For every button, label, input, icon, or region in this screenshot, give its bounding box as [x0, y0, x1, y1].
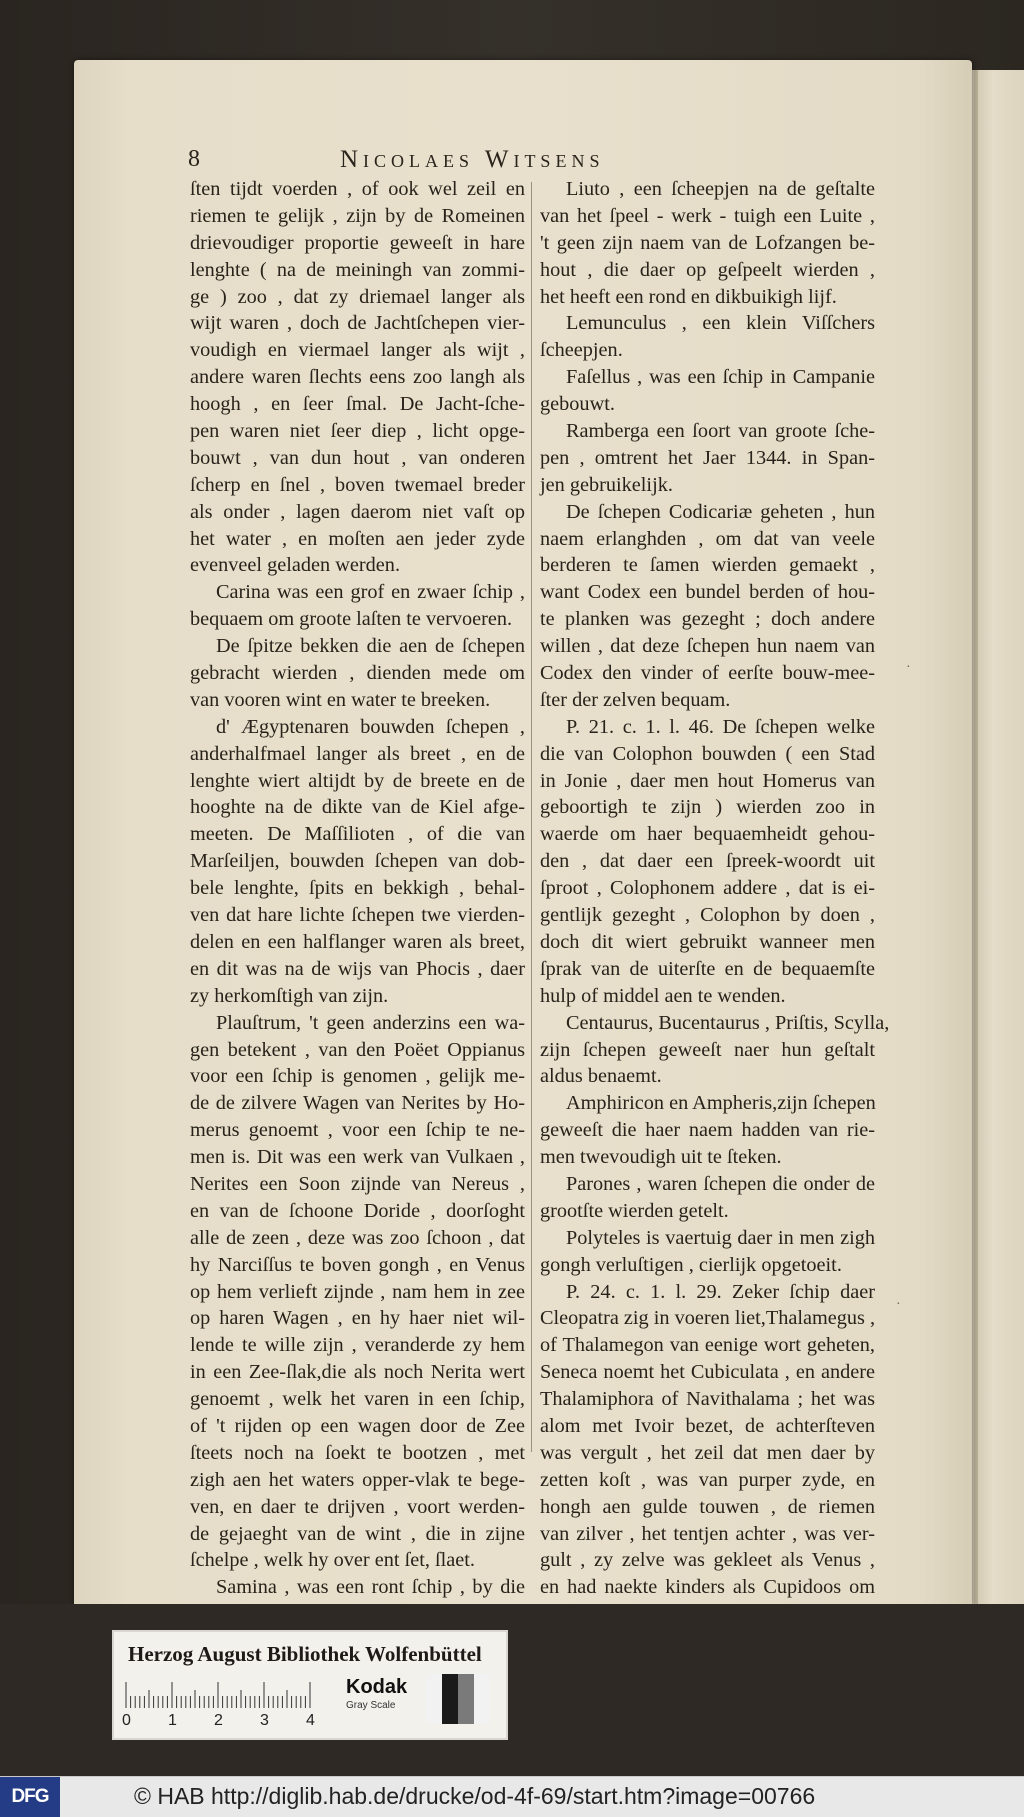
text-line: ſprak van de uiterſte en de bequaemſte — [540, 957, 875, 980]
text-line: Samina , was een ront ſchip , by die — [216, 1576, 525, 1599]
text-line: als onder , lagen daerom niet vaſt op — [190, 500, 525, 523]
text-line: hoogh , en ſeer ſmal. De Jacht-ſche- — [190, 393, 525, 416]
text-line: geboortigh te zijn ) wierden zoo in — [540, 796, 875, 819]
text-line: alom met Ivoir bezet, de achterſteven — [540, 1414, 875, 1437]
text-line: voudigh en viermael langer als wijt , — [190, 339, 525, 362]
text-line: men is. Dit was een werk van Vulkaen , — [190, 1146, 525, 1169]
text-line: of 't rijden op een wagen door de Zee — [190, 1414, 525, 1437]
text-line: ſteets noch na ſoekt te bootzen , met — [190, 1441, 525, 1464]
text-line: geweeſt die haer naem hadden van rie- — [540, 1119, 875, 1142]
text-line: wijt waren , doch de Jachtſchepen vier- — [190, 312, 525, 335]
text-line: willen , dat deze ſchepen hun naem van — [540, 635, 875, 658]
text-line: Carina was een grof en zwaer ſchip , — [216, 581, 525, 604]
text-line: die van Colophon bouwden ( een Stad — [540, 742, 875, 765]
text-line: evenveel geladen werden. — [190, 554, 401, 577]
gray-swatch — [458, 1674, 474, 1724]
text-line: pen , omtrent het Jaer 1344. in Span- — [540, 446, 875, 469]
text-line: P. 24. c. 1. l. 29. Zeker ſchip daer — [566, 1280, 875, 1303]
gray-swatch — [442, 1674, 458, 1724]
text-line: 't geen zijn naem van de Lofzangen be- — [540, 231, 875, 254]
text-line: naem erlanghden , om dat van veele — [540, 527, 875, 550]
text-line: waerde om haer bequaemheidt gehou- — [540, 823, 875, 846]
text-line: Nerites een Soon zijnde van Nereus , — [190, 1172, 525, 1195]
ruler-number: 3 — [260, 1712, 269, 1729]
text-line: voor een ſchip is genomen , gelijk me- — [190, 1065, 525, 1088]
text-line: hooghte na de dikte van de Kiel afge- — [190, 796, 525, 819]
text-line: ſproot , Colophonem addere , dat is ei- — [540, 877, 875, 900]
text-line: doch dit wiert gebruikt wanneer men — [540, 930, 875, 953]
text-line: en dit was na de wijs van Phocis , daer — [190, 957, 525, 980]
text-line: zy herkomſtigh van zijn. — [190, 984, 389, 1007]
text-line: het water , en moſten aen jeder zyde — [190, 527, 525, 550]
text-line: op hem verlieft zijnde , nam hem in zee — [190, 1280, 525, 1303]
column-divider — [531, 182, 532, 1452]
text-line: hongh aen gulde touwen , de riemen — [540, 1495, 875, 1518]
library-name: Herzog August Bibliothek Wolfenbüttel — [128, 1642, 482, 1666]
text-line: men twevoudigh uit te ſteken. — [540, 1146, 782, 1169]
text-line: in een Zee-ſlak,die als noch Nerita wert — [190, 1361, 525, 1384]
text-line: Centaurus, Bucentaurus , Priſtis, Scylla, — [566, 1011, 890, 1034]
text-line: het heeft een rond en dikbuikigh lijf. — [540, 285, 837, 308]
text-line: Faſellus , was een ſchip in Campanie — [566, 366, 875, 389]
text-line: bequaem om groote laſten te vervoeren. — [190, 608, 513, 631]
text-line: in Jonie , daer men hout Homerus van — [540, 769, 875, 792]
ruler-number: 0 — [122, 1712, 131, 1729]
text-line: van vooren wint en water te breeken. — [190, 688, 491, 711]
text-line: hout , die daer op geſpeelt wierden , — [540, 258, 875, 281]
text-line: gongh verluſtigen , cierlijk opgetoeit. — [540, 1253, 842, 1276]
text-line: Liuto , een ſcheepjen na de geſtalte — [566, 178, 875, 200]
text-line: P. 21. c. 1. l. 46. De ſchepen welke — [566, 715, 875, 738]
text-line: Lemunculus , een klein Viſſchers — [566, 312, 875, 335]
text-line: bele lenghte, ſpits en bekkigh , behal- — [190, 877, 525, 900]
text-line: Codex den vinder of eerſte bouw-mee- — [540, 662, 875, 685]
ruler-number: 1 — [168, 1712, 177, 1729]
text-line: genoemt , welk het varen in een ſchip, — [190, 1388, 525, 1411]
text-line: merus genoemt , voor een ſchip te ne- — [190, 1119, 525, 1142]
ruler-numbers — [122, 1712, 342, 1732]
text-line: of Thalamegon van eenige wort geheten, — [540, 1334, 875, 1357]
text-line: op haren Wagen , en hy haer niet wil- — [190, 1307, 525, 1330]
text-line: grootſte wierden getelt. — [540, 1199, 729, 1222]
text-line: zigh aen het waters opper-vlak te bege- — [190, 1468, 525, 1491]
text-line: De ſpitze bekken die aen de ſchepen — [216, 635, 525, 658]
text-line: De ſchepen Codicariæ geheten , hun — [566, 500, 875, 523]
text-line: ſcherp en ſnel , boven twemael breder — [190, 473, 525, 496]
page-number: 8 — [188, 146, 200, 172]
text-line: de de zilvere Wagen van Nerites by Ho- — [190, 1092, 525, 1115]
text-line: zetten koſt , was van purper zyde, en — [540, 1468, 875, 1491]
library-color-card — [112, 1630, 508, 1740]
right-text-column — [540, 176, 890, 1655]
text-line: gebracht wierden , dienden mede om — [190, 662, 525, 685]
text-line: jen gebruikelijk. — [540, 473, 673, 496]
text-line: ge ) zoo , dat zy driemael langer als — [190, 285, 525, 308]
text-line: aldus benaemt. — [540, 1065, 662, 1088]
text-line: Cleopatra zig in voeren liet,Thalamegus , — [540, 1307, 876, 1330]
text-line: de gejaeght van de wint , die in zijne — [190, 1522, 525, 1545]
text-line: gentlijk gezeght , Colophon by doen , — [540, 904, 875, 927]
text-line: d' Ægyptenaren bouwden ſchepen , — [216, 715, 525, 738]
text-line: delen en een halflanger waren als breet, — [190, 930, 525, 953]
text-line: ſter der zelven bequam. — [540, 688, 731, 711]
facing-page-edge — [972, 70, 1024, 1610]
running-title: Nicolaes Witsens — [340, 146, 605, 173]
text-line: van het ſpeel - werk - tuigh een Luite , — [540, 204, 875, 227]
text-line: Marſeiljen, bouwden ſchepen van dob- — [190, 850, 525, 873]
kodak-subtitle: Gray Scale — [346, 1700, 396, 1711]
text-line: Ramberga een ſoort van groote ſche- — [566, 420, 875, 443]
ruler-number: 4 — [306, 1712, 315, 1729]
text-line: den , dat daer een ſpreek-woordt uit — [540, 850, 875, 873]
text-line: en van de ſchoone Doride , doorſoght — [190, 1199, 525, 1222]
text-line: van zilver , het tentjen achter , was ver- — [540, 1522, 875, 1545]
measurement-ruler — [124, 1680, 336, 1708]
margin-mark: · — [896, 1297, 901, 1312]
text-line: zijn ſchepen geweeſt naer hun geſtalt — [540, 1038, 875, 1061]
text-line: hulp of middel aen te wenden. — [540, 984, 786, 1007]
copyright-url[interactable]: © HAB http://diglib.hab.de/drucke/od-4f-69/start.htm?image=00766 — [134, 1783, 816, 1809]
text-line: gen betekent , van den Poëet Oppianus — [190, 1038, 525, 1061]
margin-mark: · — [906, 660, 911, 675]
text-line: gult , zy zelve was gekleet als Venus , — [540, 1549, 875, 1572]
text-line: te planken was gezeght ; doch andere — [540, 608, 875, 631]
gray-swatch — [426, 1674, 442, 1724]
text-line: drievoudiger proportie geweeſt in hare — [190, 231, 525, 254]
dfg-logo[interactable]: DFG — [0, 1777, 60, 1817]
text-line: gebouwt. — [540, 393, 615, 416]
text-line: Plauſtrum, 't geen anderzins een wa- — [216, 1011, 525, 1034]
text-line: ſcheepjen. — [540, 339, 623, 362]
text-line: want Codex een bundel berden of hou- — [540, 581, 875, 604]
gray-swatch — [474, 1674, 490, 1724]
text-line: Seneca noemt het Cubiculata , en andere — [540, 1361, 875, 1384]
gray-scale-swatches — [426, 1674, 490, 1724]
footer-bar — [0, 1776, 1024, 1817]
ruler-number: 2 — [214, 1712, 223, 1729]
text-line: lende te wille zijn , veranderde zy hem — [190, 1334, 525, 1357]
text-line: lenghte wiert altijdt by de breete en de — [190, 769, 525, 792]
text-line: ſchelpe , welk hy over ent ſet, ſlaet. — [190, 1549, 475, 1572]
kodak-brand: Kodak — [346, 1676, 408, 1698]
text-line: ven, en daer te drijven , voort werden- — [190, 1495, 525, 1518]
text-line: anderhalfmael langer als breet , en de — [190, 742, 525, 765]
text-line: Thalamiphora of Navithalama ; het was — [540, 1388, 875, 1411]
text-line: en had naekte kinders als Cupidoos om — [540, 1576, 875, 1599]
text-line: bouwt , van dun hout , van onderen — [190, 446, 525, 469]
text-line: alle de zeen , deze was zoo ſchoon , dat — [190, 1226, 525, 1249]
text-line: hy Narciſſus te boven gongh , en Venus — [190, 1253, 525, 1276]
text-line: was vergult , het zeil dat men daer by — [540, 1441, 875, 1464]
left-text-column — [190, 176, 525, 1628]
text-line: Amphiricon en Ampheris,zijn ſchepen — [566, 1092, 876, 1115]
text-line: ſten tijdt voerden , of ook wel zeil en — [190, 178, 525, 200]
text-line: Parones , waren ſchepen die onder de — [566, 1172, 875, 1195]
facing-page-shadow — [974, 70, 978, 1610]
text-line: berderen te ſamen wierden gemaekt , — [540, 554, 875, 577]
text-line: riemen te gelijk , zijn by de Romeinen — [190, 204, 525, 227]
text-line: andere waren ſlechts eens zoo langh als — [190, 366, 525, 389]
text-line: ven dat hare lichte ſchepen twe vierden- — [190, 904, 525, 927]
text-line: pen waren niet ſeer diep , licht opge- — [190, 420, 525, 443]
text-line: lenghte ( na de meiningh van zommi- — [190, 258, 525, 281]
text-line: meeten. De Maſſilioten , of die van — [190, 823, 525, 846]
text-line: Polyteles is vaertuig daer in men zigh — [566, 1226, 875, 1249]
